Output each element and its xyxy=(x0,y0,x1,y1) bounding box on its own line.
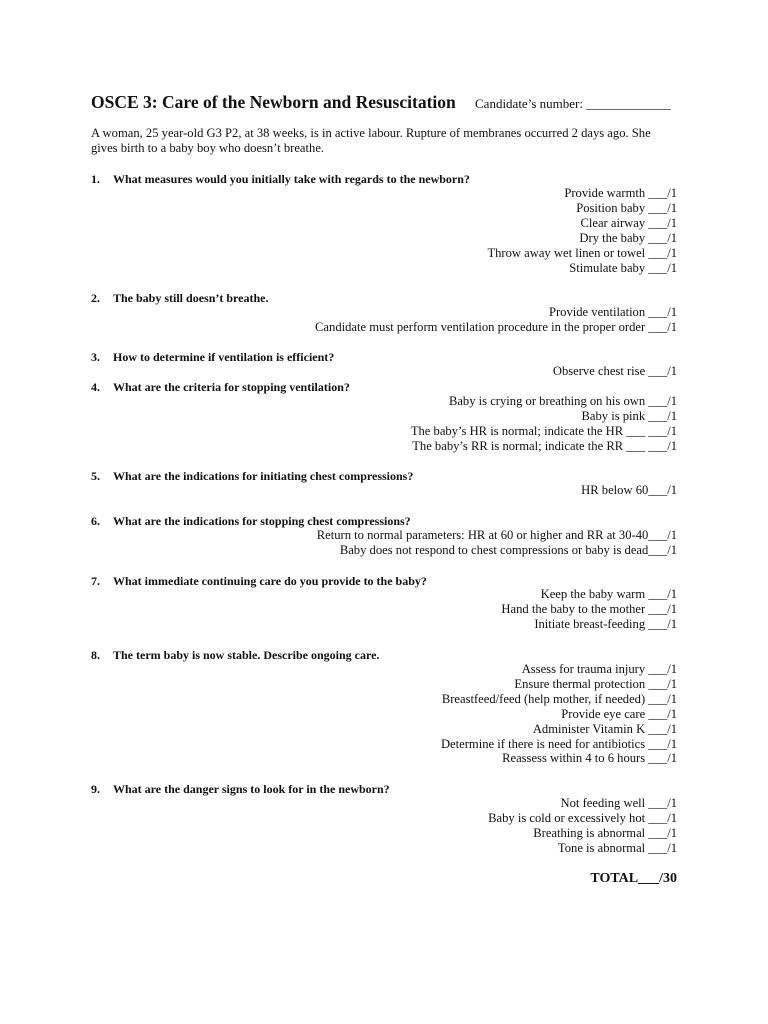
answer-item: Baby is crying or breathing on his own ___/1 xyxy=(448,394,677,408)
answer-item: HR below 60___/1 xyxy=(581,483,677,497)
answer-item: Stimulate baby ___/1 xyxy=(569,260,677,275)
question-8 xyxy=(91,648,379,663)
answer-item: Hand the baby to the mother ___/1 xyxy=(501,601,677,616)
question-text: What are the danger signs to look for in the newborn? xyxy=(113,782,390,796)
answer-item: Initiate breast-feeding ___/1 xyxy=(534,616,677,631)
answer-item: Assess for trauma injury ___/1 xyxy=(521,662,677,676)
answer-item: Breathing is abnormal ___/1 xyxy=(533,825,677,840)
total-score: TOTAL___/30 xyxy=(590,871,677,886)
answer-item: Baby is cold or excessively hot ___/1 xyxy=(488,810,677,825)
answer-item: Keep the baby warm ___/1 xyxy=(540,587,677,601)
question-text: How to determine if ventilation is efficient? xyxy=(113,350,335,364)
answer-list-5 xyxy=(581,483,677,498)
answer-item: Tone is abnormal ___/1 xyxy=(557,840,677,855)
answer-list-7 xyxy=(501,587,677,632)
answer-item: Provide eye care ___/1 xyxy=(561,706,677,721)
answer-item: Baby does not respond to chest compressions or baby is dead___/1 xyxy=(339,542,677,557)
question-number: 3. xyxy=(91,350,100,364)
answer-item: Provide warmth ___/1 xyxy=(564,186,677,200)
question-3 xyxy=(91,350,334,365)
question-number: 5. xyxy=(91,469,100,483)
question-text: What are the indications for initiating chest compressions? xyxy=(113,469,414,483)
question-text: What are the criteria for stopping ventilation? xyxy=(113,380,350,394)
question-2 xyxy=(91,291,268,306)
answer-item: Baby is pink ___/1 xyxy=(581,408,677,423)
answer-item: Determine if there is need for antibiotics ___/1 xyxy=(440,736,677,751)
answer-item: Throw away wet linen or towel ___/1 xyxy=(487,245,677,260)
question-text: What measures would you initially take with regards to the newborn? xyxy=(113,172,470,186)
answer-list-4 xyxy=(411,394,677,454)
intro-line: A woman, 25 year-old G3 P2, at 38 weeks, is in active labour. Rupture of membranes occurred 2 days ago. She xyxy=(91,126,651,140)
question-number: 2. xyxy=(91,291,100,305)
question-number: 8. xyxy=(91,648,100,662)
question-number: 6. xyxy=(91,514,100,528)
question-number: 7. xyxy=(91,574,100,588)
answer-item: Not feeding well ___/1 xyxy=(560,796,677,810)
answer-list-2 xyxy=(315,305,677,335)
answer-list-6 xyxy=(317,528,677,558)
question-text: What are the indications for stopping chest compressions? xyxy=(113,514,411,528)
answer-item: Candidate must perform ventilation procedure in the proper order ___/1 xyxy=(315,319,677,334)
answer-item: Administer Vitamin K ___/1 xyxy=(532,721,677,736)
question-7 xyxy=(91,574,427,589)
answer-list-9 xyxy=(488,796,677,856)
answer-item: Dry the baby ___/1 xyxy=(579,230,677,245)
answer-item: Provide ventilation ___/1 xyxy=(548,305,677,319)
answer-item: The baby’s RR is normal; indicate the RR ___ ___/1 xyxy=(412,438,677,453)
answer-item: Breastfeed/feed (help mother, if needed) ___/1 xyxy=(441,691,677,706)
answer-item: The baby’s HR is normal; indicate the HR ___ ___/1 xyxy=(410,423,677,438)
page-title: OSCE 3: Care of the Newborn and Resuscitation xyxy=(91,92,456,112)
answer-item: Clear airway ___/1 xyxy=(580,215,677,230)
answer-item: Reassess within 4 to 6 hours ___/1 xyxy=(502,751,677,766)
answer-item: Observe chest rise ___/1 xyxy=(552,364,677,378)
answer-item: Ensure thermal protection ___/1 xyxy=(514,676,677,691)
candidate-number-field: Candidate’s number: _____________ xyxy=(475,96,671,111)
question-text: The baby still doesn’t breathe. xyxy=(113,291,269,305)
question-4 xyxy=(91,380,350,395)
question-6 xyxy=(91,514,411,529)
question-text: What immediate continuing care do you provide to the baby? xyxy=(113,574,427,588)
question-9 xyxy=(91,782,390,797)
answer-item: Position baby ___/1 xyxy=(576,200,677,215)
answer-list-1 xyxy=(487,186,677,275)
question-text: The term baby is now stable. Describe ongoing care. xyxy=(113,648,380,662)
answer-list-3 xyxy=(553,364,677,379)
answer-item: Return to normal parameters: HR at 60 or higher and RR at 30-40___/1 xyxy=(316,528,677,542)
answer-list-8 xyxy=(441,662,677,766)
intro-line: gives birth to a baby boy who doesn’t breathe. xyxy=(91,141,325,155)
scenario-intro xyxy=(91,126,691,156)
question-5 xyxy=(91,469,413,484)
question-1 xyxy=(91,172,470,187)
question-number: 1. xyxy=(91,172,100,186)
question-number: 4. xyxy=(91,380,100,394)
question-number: 9. xyxy=(91,782,100,796)
